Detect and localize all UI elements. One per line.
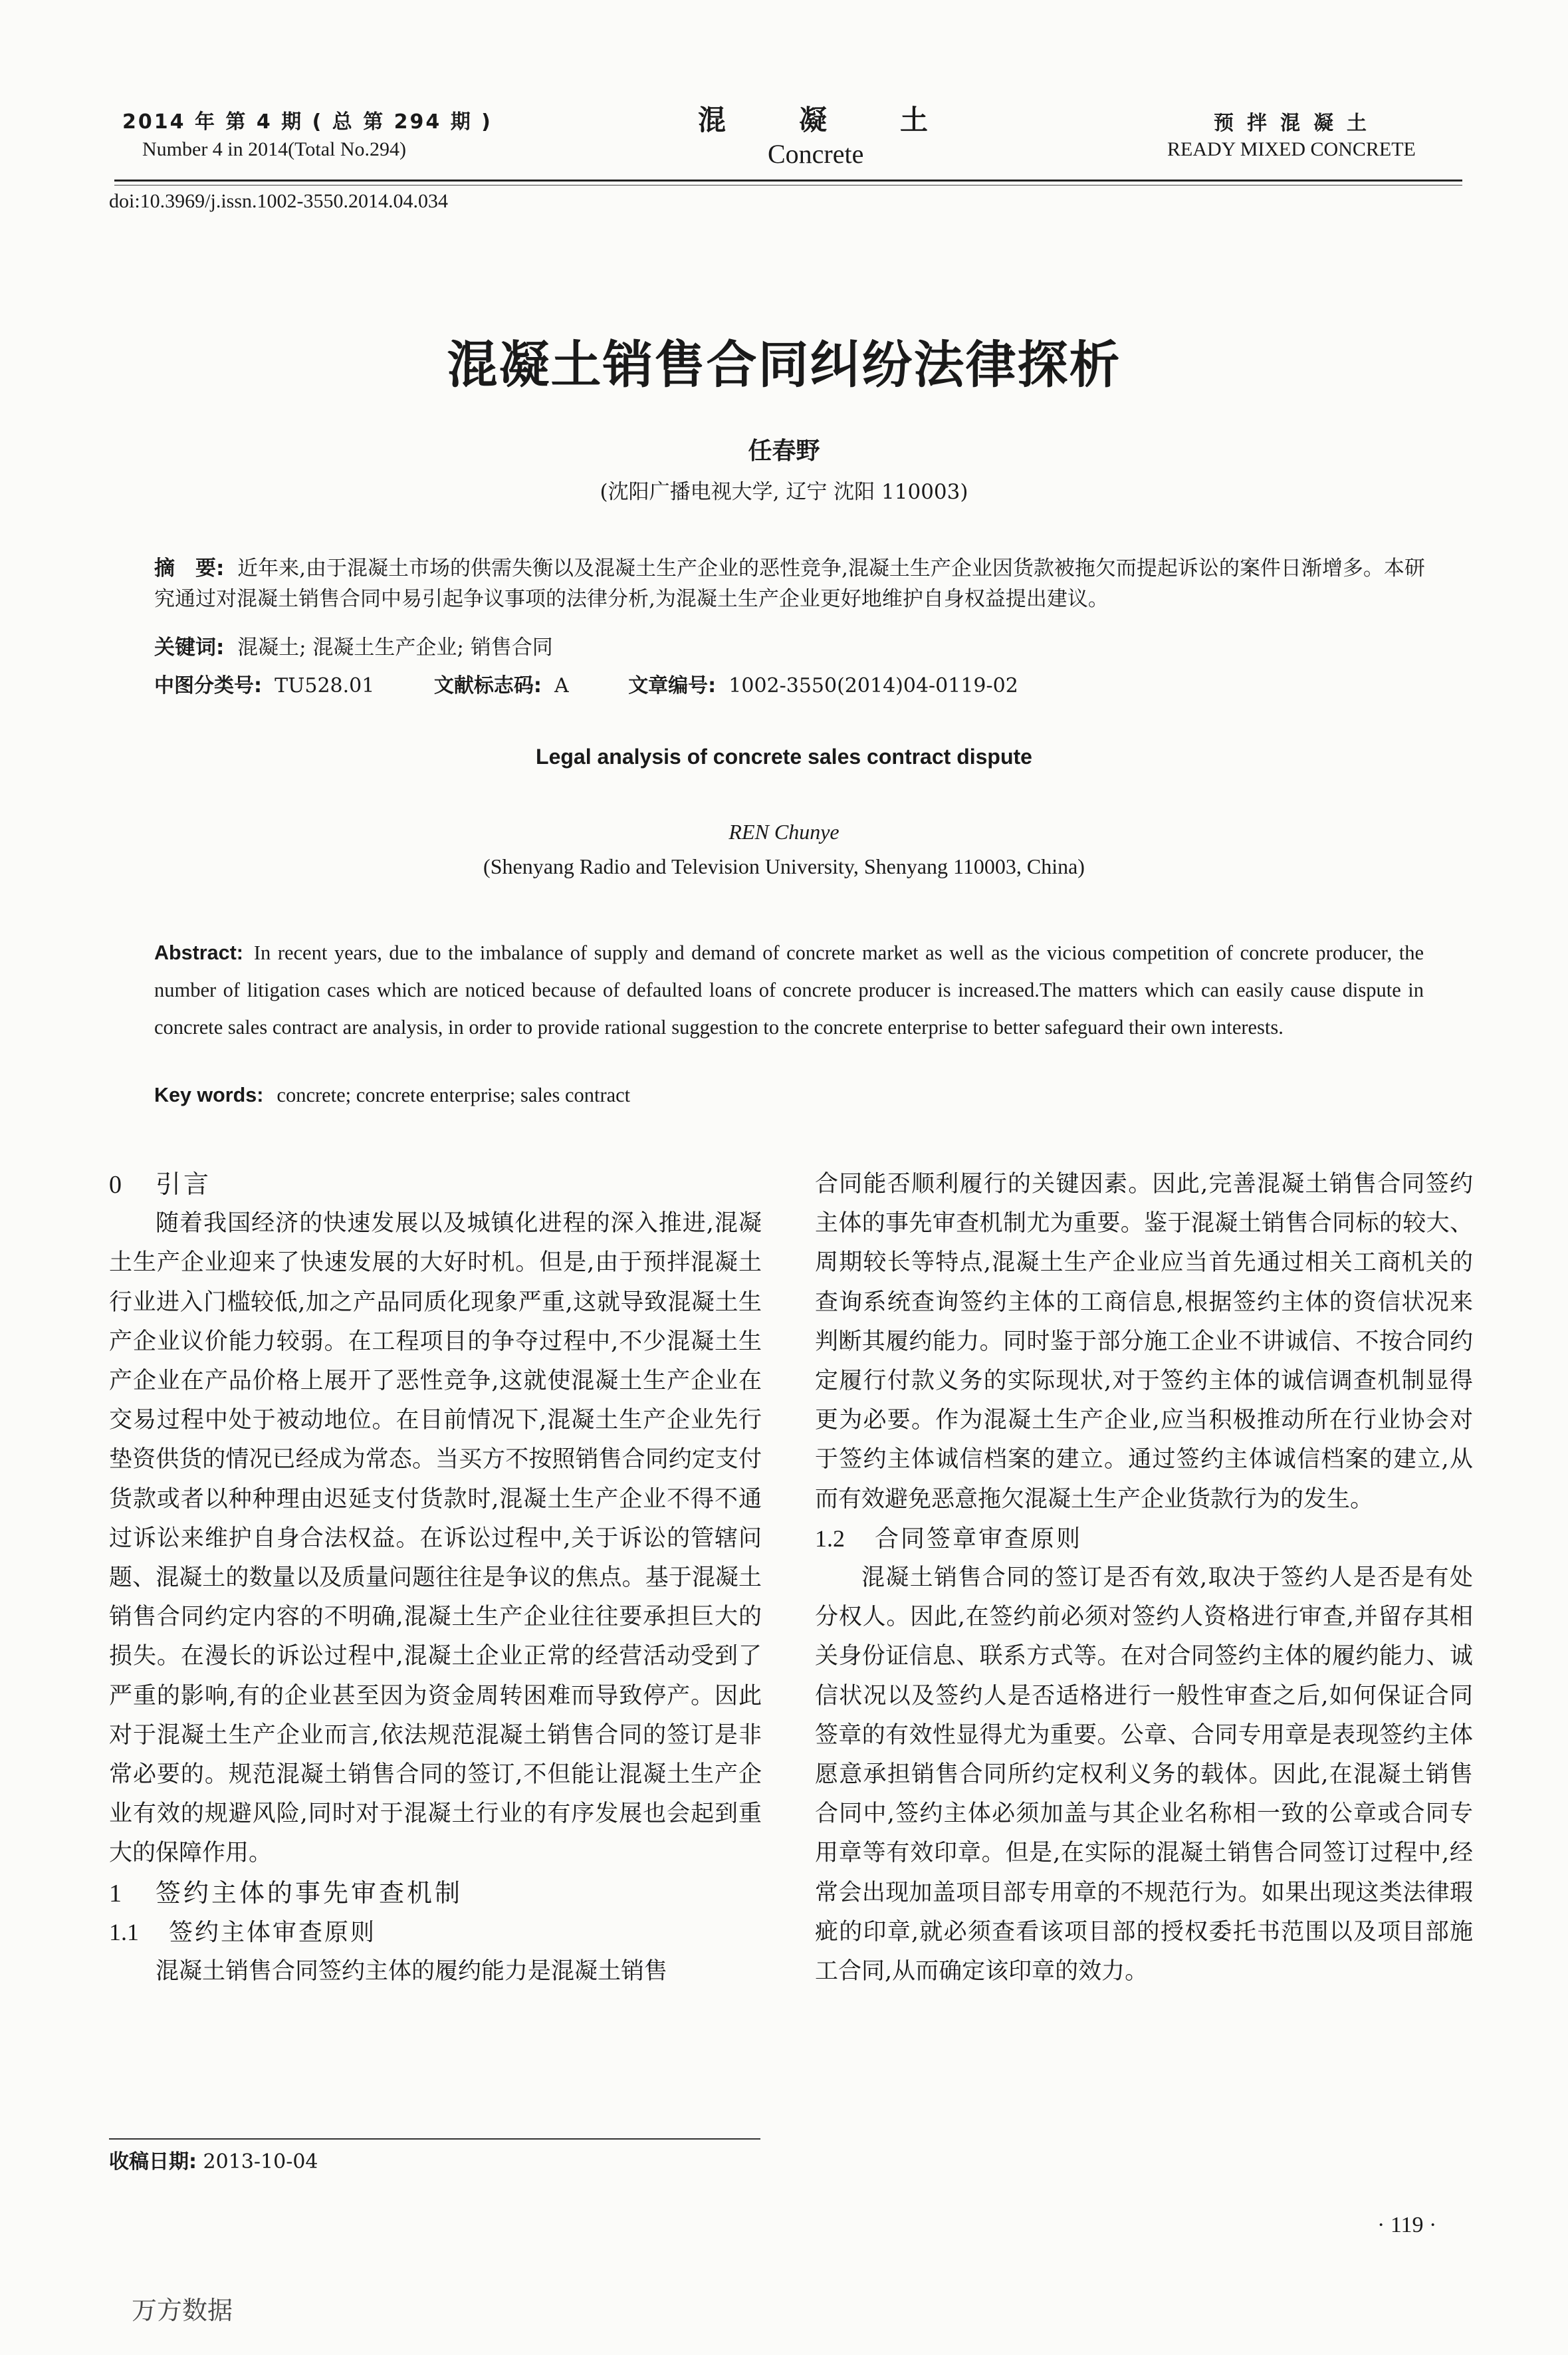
received-label: 收稿日期: [109, 2150, 197, 2173]
doc-code-value: A [554, 674, 569, 697]
journal-issue-en: Number 4 in 2014(Total No.294) [142, 138, 407, 160]
column-name-cn: 预拌混凝土 [1214, 112, 1380, 135]
en-keywords-label: Key words: [154, 1084, 264, 1106]
subsection-title: 签约主体审查原则 [169, 1918, 377, 1946]
subsection-number: 1.1 [109, 1918, 139, 1945]
article-title: 混凝土销售合同纠纷法律探析 [447, 335, 1121, 394]
en-keywords-text: concrete; concrete enterprise; sales contract [277, 1084, 631, 1106]
cn-keywords [154, 630, 553, 660]
en-abstract [154, 934, 1424, 1046]
section-number: 1 [109, 1879, 124, 1908]
article-no-value: 1002-3550(2014)04-0119-02 [728, 674, 1018, 697]
body-right-column [815, 1165, 1473, 1991]
section-title: 引言 [156, 1170, 212, 1199]
author-name: 任春野 [748, 437, 820, 465]
doc-code-label: 文献标志码: [433, 674, 542, 697]
en-title: Legal analysis of concrete sales contract dispute [536, 745, 1032, 769]
journal-issue-cn: 2014 年 第 4 期 ( 总 第 294 期 ) [122, 110, 493, 134]
en-abstract-label: Abstract: [154, 941, 243, 964]
subsection-heading-1-2 [815, 1519, 1473, 1558]
clc-value: TU528.01 [275, 674, 375, 697]
en-abstract-text: In recent years, due to the imbalance of supply and demand of concrete market as well as the vicious competition of concrete producer, the number of litigation cases which are noticed because of defaulted loans of concrete producer is increased.The matters which can easily cause dispute in concrete sales contract are analysis, in order to provide rational suggestion to the concrete enterprise to better safeguard their own interests. [154, 941, 1424, 1039]
cn-abstract-label: 摘 要: [154, 557, 225, 580]
en-author: REN Chunye [728, 820, 840, 844]
subsection-number: 1.2 [815, 1525, 845, 1552]
subsection-heading-1-1 [109, 1913, 762, 1952]
journal-name-en: Concrete [768, 139, 864, 169]
received-value: 2013-10-04 [203, 2150, 318, 2173]
author-affiliation: (沈阳广播电视大学, 辽宁 沈阳 110003) [600, 480, 968, 504]
watermark: 万方数据 [132, 2296, 233, 2325]
section-number: 0 [109, 1171, 124, 1199]
article-no-label: 文章编号: [628, 674, 717, 697]
subsection-title: 合同签章审查原则 [875, 1525, 1083, 1552]
doi: doi:10.3969/j.issn.1002-3550.2014.04.034 [109, 190, 449, 212]
en-affiliation: (Shenyang Radio and Television University, Shenyang 110003, China) [483, 854, 1085, 878]
en-keywords [154, 1084, 630, 1107]
cn-keywords-label: 关键词: [154, 636, 225, 660]
paragraph: 随着我国经济的快速发展以及城镇化进程的深入推进,混凝土生产企业迎来了快速发展的大好时机。但是,由于预拌混凝土行业进入门槛较低,加之产品同质化现象严重,这就导致混凝土生产企业议价能力较弱。在工程项目的争夺过程中,不少混凝土生产企业在产品价格上展开了恶性竞争,这就使混凝土生产企业在交易过程中处于被动地位。在目前情况下,混凝土生产企业先行垫资供货的情况已经成为常态。当买方不按照销售合同约定支付货款或者以种种理由迟延支付货款时,混凝土生产企业不得不通过诉讼来维护自身合法权益。在诉讼过程中,关于诉讼的管辖问题、混凝土的数量以及质量问题往往是争议的焦点。基于混凝土销售合同约定内容的不明确,混凝土生产企业往往要承担巨大的损失。在漫长的诉讼过程中,混凝土企业正常的经营活动受到了严重的影响,有的企业甚至因为资金周转困难而导致停产。因此对于混凝土生产企业而言,依法规范混凝土销售合同的签订是非常必要的。规范混凝土销售合同的签订,不但能让混凝土生产企业有效的规避风险,同时对于混凝土行业的有序发展也会起到重大的保障作用。 [109, 1210, 762, 1867]
body-left-column [109, 1165, 762, 1991]
footnote-rule [109, 2138, 760, 2140]
header-rule-thin [114, 185, 1462, 186]
paragraph: 混凝土销售合同的签订是否有效,取决于签约人是否是有处分权人。因此,在签约前必须对签约人资格进行审查,并留存其相关身份证信息、联系方式等。在对合同签约主体的履约能力、诚信状况以及签约人是否适格进行一般性审查之后,如何保证合同签章的有效性显得尤为重要。公章、合同专用章是表现签约主体愿意承担销售合同所约定权利义务的载体。因此,在混凝土销售合同中,签约主体必须加盖与其企业名称相一致的公章或合同专用章等有效印章。但是,在实际的混凝土销售合同签订过程中,经常会出现加盖项目部专用章的不规范行为。如果出现这类法律瑕疵的印章,就必须查看该项目部的授权委托书范围以及项目部施工合同,从而确定该印章的效力。 [815, 1564, 1473, 1985]
cn-keywords-text: 混凝土; 混凝土生产企业; 销售合同 [237, 636, 553, 660]
paragraph: 混凝土销售合同签约主体的履约能力是混凝土销售 [156, 1958, 668, 1985]
journal-name-cn: 混凝土 [698, 104, 1002, 136]
section-heading-1 [109, 1874, 762, 1913]
column-name-en: READY MIXED CONCRETE [1167, 138, 1416, 160]
page-number: · 119 · [1377, 2213, 1437, 2237]
received-date [109, 2145, 318, 2174]
clc-label: 中图分类号: [154, 674, 262, 697]
cn-abstract [154, 553, 1444, 614]
classification-line [154, 669, 1417, 698]
section-heading-0 [109, 1165, 762, 1204]
cn-abstract-text: 近年来,由于混凝土市场的供需失衡以及混凝土生产企业的恶性竞争,混凝土生产企业因货款被拖欠而提起诉讼的案件日渐增多。本研究通过对混凝土销售合同中易引起争议事项的法律分析,为混凝土生产企业更好地维护自身权益提出建议。 [154, 557, 1425, 611]
paragraph-continued: 合同能否顺利履行的关键因素。因此,完善混凝土销售合同签约主体的事先审查机制尤为重要。鉴于混凝土销售合同标的较大、周期较长等特点,混凝土生产企业应当首先通过相关工商机关的查询系统查询签约主体的工商信息,根据签约主体的资信状况来判断其履约能力。同时鉴于部分施工企业不讲诚信、不按合同约定履行付款义务的实际现状,对于签约主体的诚信调查机制显得更为必要。作为混凝土生产企业,应当积极推动所在行业协会对于签约主体诚信档案的建立。通过签约主体诚信档案的建立,从而有效避免恶意拖欠混凝土生产企业货款行为的发生。 [815, 1171, 1473, 1513]
header-rule [114, 180, 1462, 182]
section-title: 签约主体的事先审查机制 [156, 1878, 463, 1908]
